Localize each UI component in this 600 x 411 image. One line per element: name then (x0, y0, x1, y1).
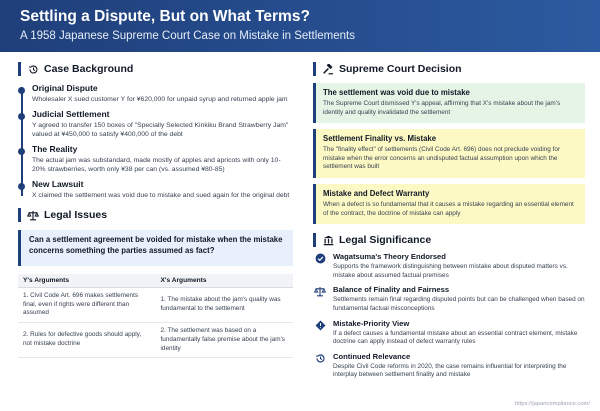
case-timeline (18, 83, 293, 200)
timeline-item: The Reality The actual jam was substandard, made mostly of apples and apricots with only 10-20% strawberries, worth only ¥38 per can (vs. assumed ¥80-85) (32, 144, 293, 175)
page-title: Settling a Dispute, But on What Terms? (20, 8, 310, 25)
timeline-item: New Lawsuit X claimed the settlement was void due to mistake and sued again for the original debt (32, 179, 293, 201)
supreme-court-decision-heading: Supreme Court Decision (313, 62, 585, 76)
footer-url[interactable]: https://japancompliance.com/ (514, 401, 590, 407)
table-row (18, 288, 293, 323)
timeline-dot (18, 148, 25, 155)
decision-card-defect-warranty: Mistake and Defect Warranty When a defect is so fundamental that it causes a mistake regarding an essential element of the contract, the doctrine of mistake can apply (313, 184, 585, 224)
table-cell: 1. Civil Code Art. 696 makes settlements final, even if rights were different than assumed (18, 288, 156, 323)
history-icon (313, 352, 327, 366)
timeline-dot (18, 87, 25, 94)
table-row (18, 323, 293, 358)
table-header-row (18, 274, 293, 288)
table-cell: 2. Rules for defective goods should apply, not mistake doctrine (18, 323, 156, 358)
page-header (0, 0, 600, 52)
legal-significance-heading: Legal Significance (313, 233, 585, 247)
timeline-line (21, 87, 23, 196)
key-question: Can a settlement agreement be voided for mistake when the mistake concerns something the parties assumed as fact? (18, 230, 293, 266)
legal-issues-heading: Legal Issues (18, 208, 293, 222)
page-subtitle: A 1958 Japanese Supreme Court Case on Mistake in Settlements (20, 30, 355, 42)
timeline-item: Judicial Settlement Y agreed to transfer 150 boxes of "Specially Selected Kinkiku Brand Strawberry Jam" valued at ¥450,000 to satisfy ¥400,000 of the debt (32, 109, 293, 140)
diamond-icon (313, 319, 327, 333)
decision-card-finality: Settlement Finality vs. Mistake The "finality effect" of settlements (Civil Code Art. 696) does not preclude voiding for mistake when the error concerns an undisputed factual assumption upon which the settlement was built (313, 129, 585, 178)
balance-icon (313, 285, 327, 299)
decision-card-void: The settlement was void due to mistake The Supreme Court dismissed Y's appeal, affirming that X's mistake about the jam's identity and quality invalidated the settlement (313, 83, 585, 123)
timeline-dot (18, 113, 25, 120)
significance-item: Wagatsuma's Theory Endorsed Supports the framework distinguishing between mistake about disputed matters vs. mistake about assumed factual premises (313, 252, 585, 280)
landmark-icon (322, 234, 334, 246)
column-header: Y's Arguments (18, 274, 156, 288)
significance-item: Balance of Finality and Fairness Settlements remain final regarding disputed points but can be challenged when based on fundamental factual misconceptions (313, 285, 585, 313)
right-column (313, 62, 585, 380)
significance-item: Mistake-Priority View If a defect causes a fundamental mistake about an essential contract element, mistake doctrine can apply instead of defect warranty rules (313, 319, 585, 347)
column-header: X's Arguments (156, 274, 294, 288)
left-column (18, 62, 293, 358)
table-cell: 1. The mistake about the jam's quality was fundamental to the settlement (156, 288, 294, 323)
timeline-dot (18, 183, 25, 190)
table-cell: 2. The settlement was based on a fundamentally false premise about the jam's identity (156, 323, 294, 358)
case-background-heading: Case Background (18, 62, 293, 76)
check-circle-icon (313, 252, 327, 266)
timeline-item: Original Dispute Wholesaler X sued customer Y for ¥620,000 for unpaid syrup and returned apple jam (32, 83, 293, 105)
arguments-table (18, 274, 293, 358)
scales-icon (27, 209, 39, 221)
history-icon (27, 63, 39, 75)
gavel-icon (322, 63, 334, 75)
significance-item: Continued Relevance Despite Civil Code reforms in 2020, the case remains influential for interpreting the interplay between settlement finality and mistake (313, 352, 585, 380)
